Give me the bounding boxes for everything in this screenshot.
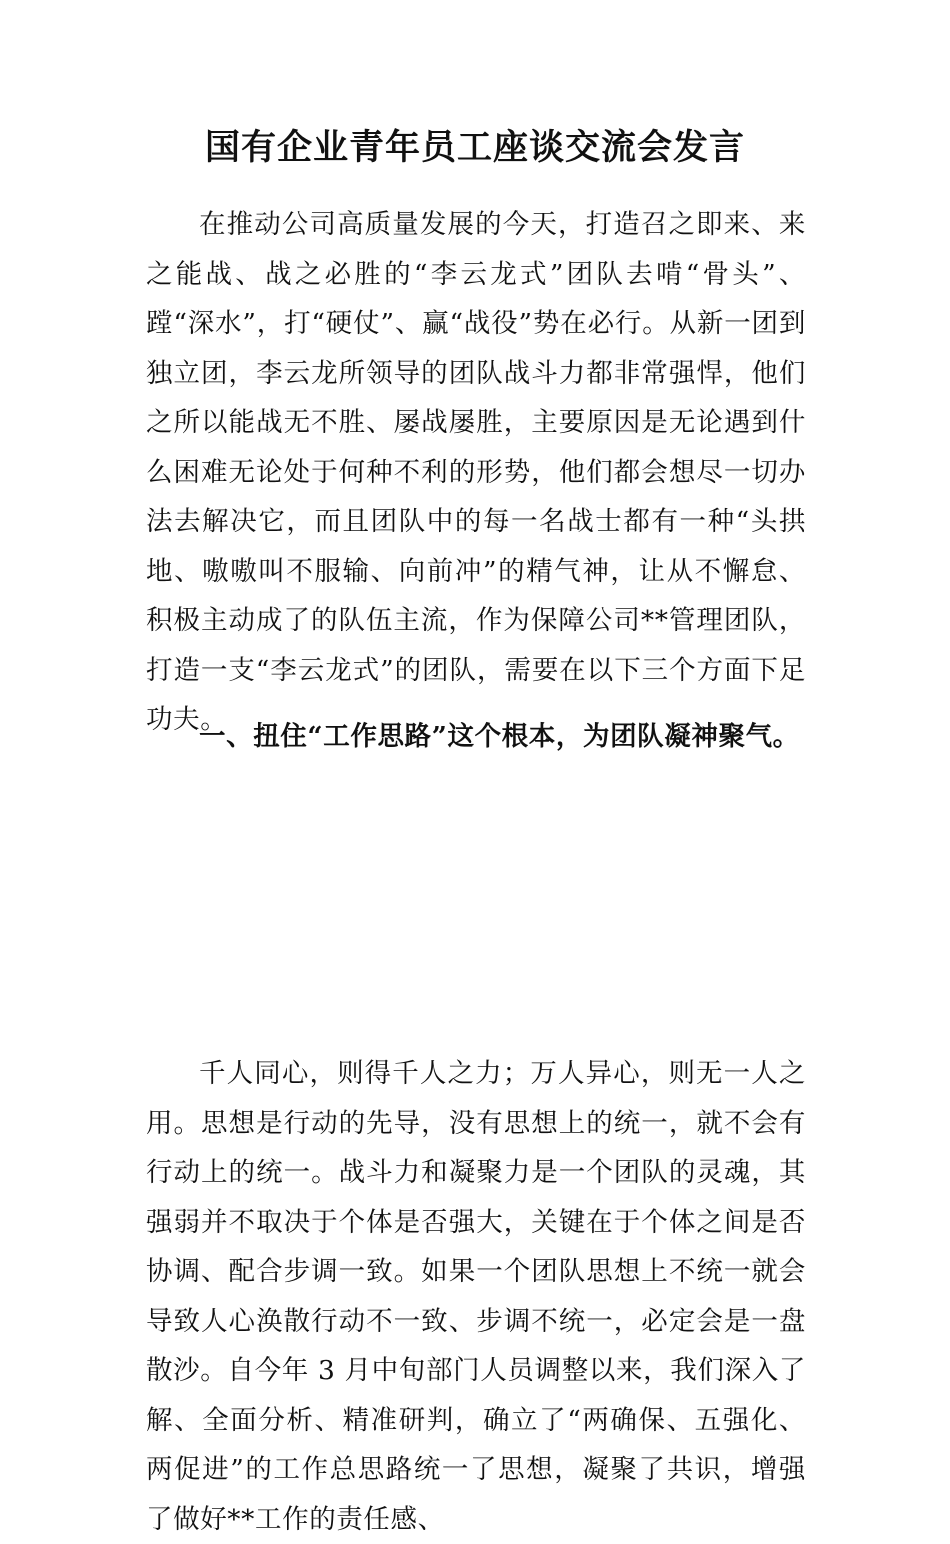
body-paragraph-section-1: 千人同心，则得千人之力；万人异心，则无一人之用。思想是行动的先导，没有思想上的统一，就不会有行动上的统一。战斗力和凝聚力是一个团队的灵魂，其强弱并不取决于个体是否强大，关键在于个体之间是否协调、配合步调一致。如果一个团队思想上不统一就会导致人心涣散行动不一致、步调不统一，必定会是一盘散沙。自今年 3 月中旬部门人员调整以来，我们深入了解、全面分析、精准研判，确立了“两确保、五强化、两促进”的工作总思路统一了思想，凝聚了共识，增强了做好**工作的责任感、: [146, 1058, 806, 1535]
document-title: 国有企业青年员工座谈交流会发言: [204, 127, 745, 168]
body-paragraph-intro: 在推动公司高质量发展的今天，打造召之即来、来之能战、战之必胜的“李云龙式”团队去啃“骨头”、蹚“深水”，打“硬仗”、赢“战役”势在必行。从新一团到独立团，李云龙所领导的团队战斗力都非常强悍，他们之所以能战无不胜、屡战屡胜，主要原因是无论遇到什么困难无论处于何种不利的形势，他们都会想尽一切办法去解决它，而且团队中的每一名战士都有一种“头拱地、嗷嗷叫不服输、向前冲”的精气神，让从不懈怠、积极主动成了的队伍主流，作为保障公司**管理团队，打造一支“李云龙式”的团队，需要在以下三个方面下足功夫。: [146, 209, 806, 735]
section-heading-1: 一、扭住“工作思路”这个根本，为团队凝神聚气。: [199, 721, 800, 752]
